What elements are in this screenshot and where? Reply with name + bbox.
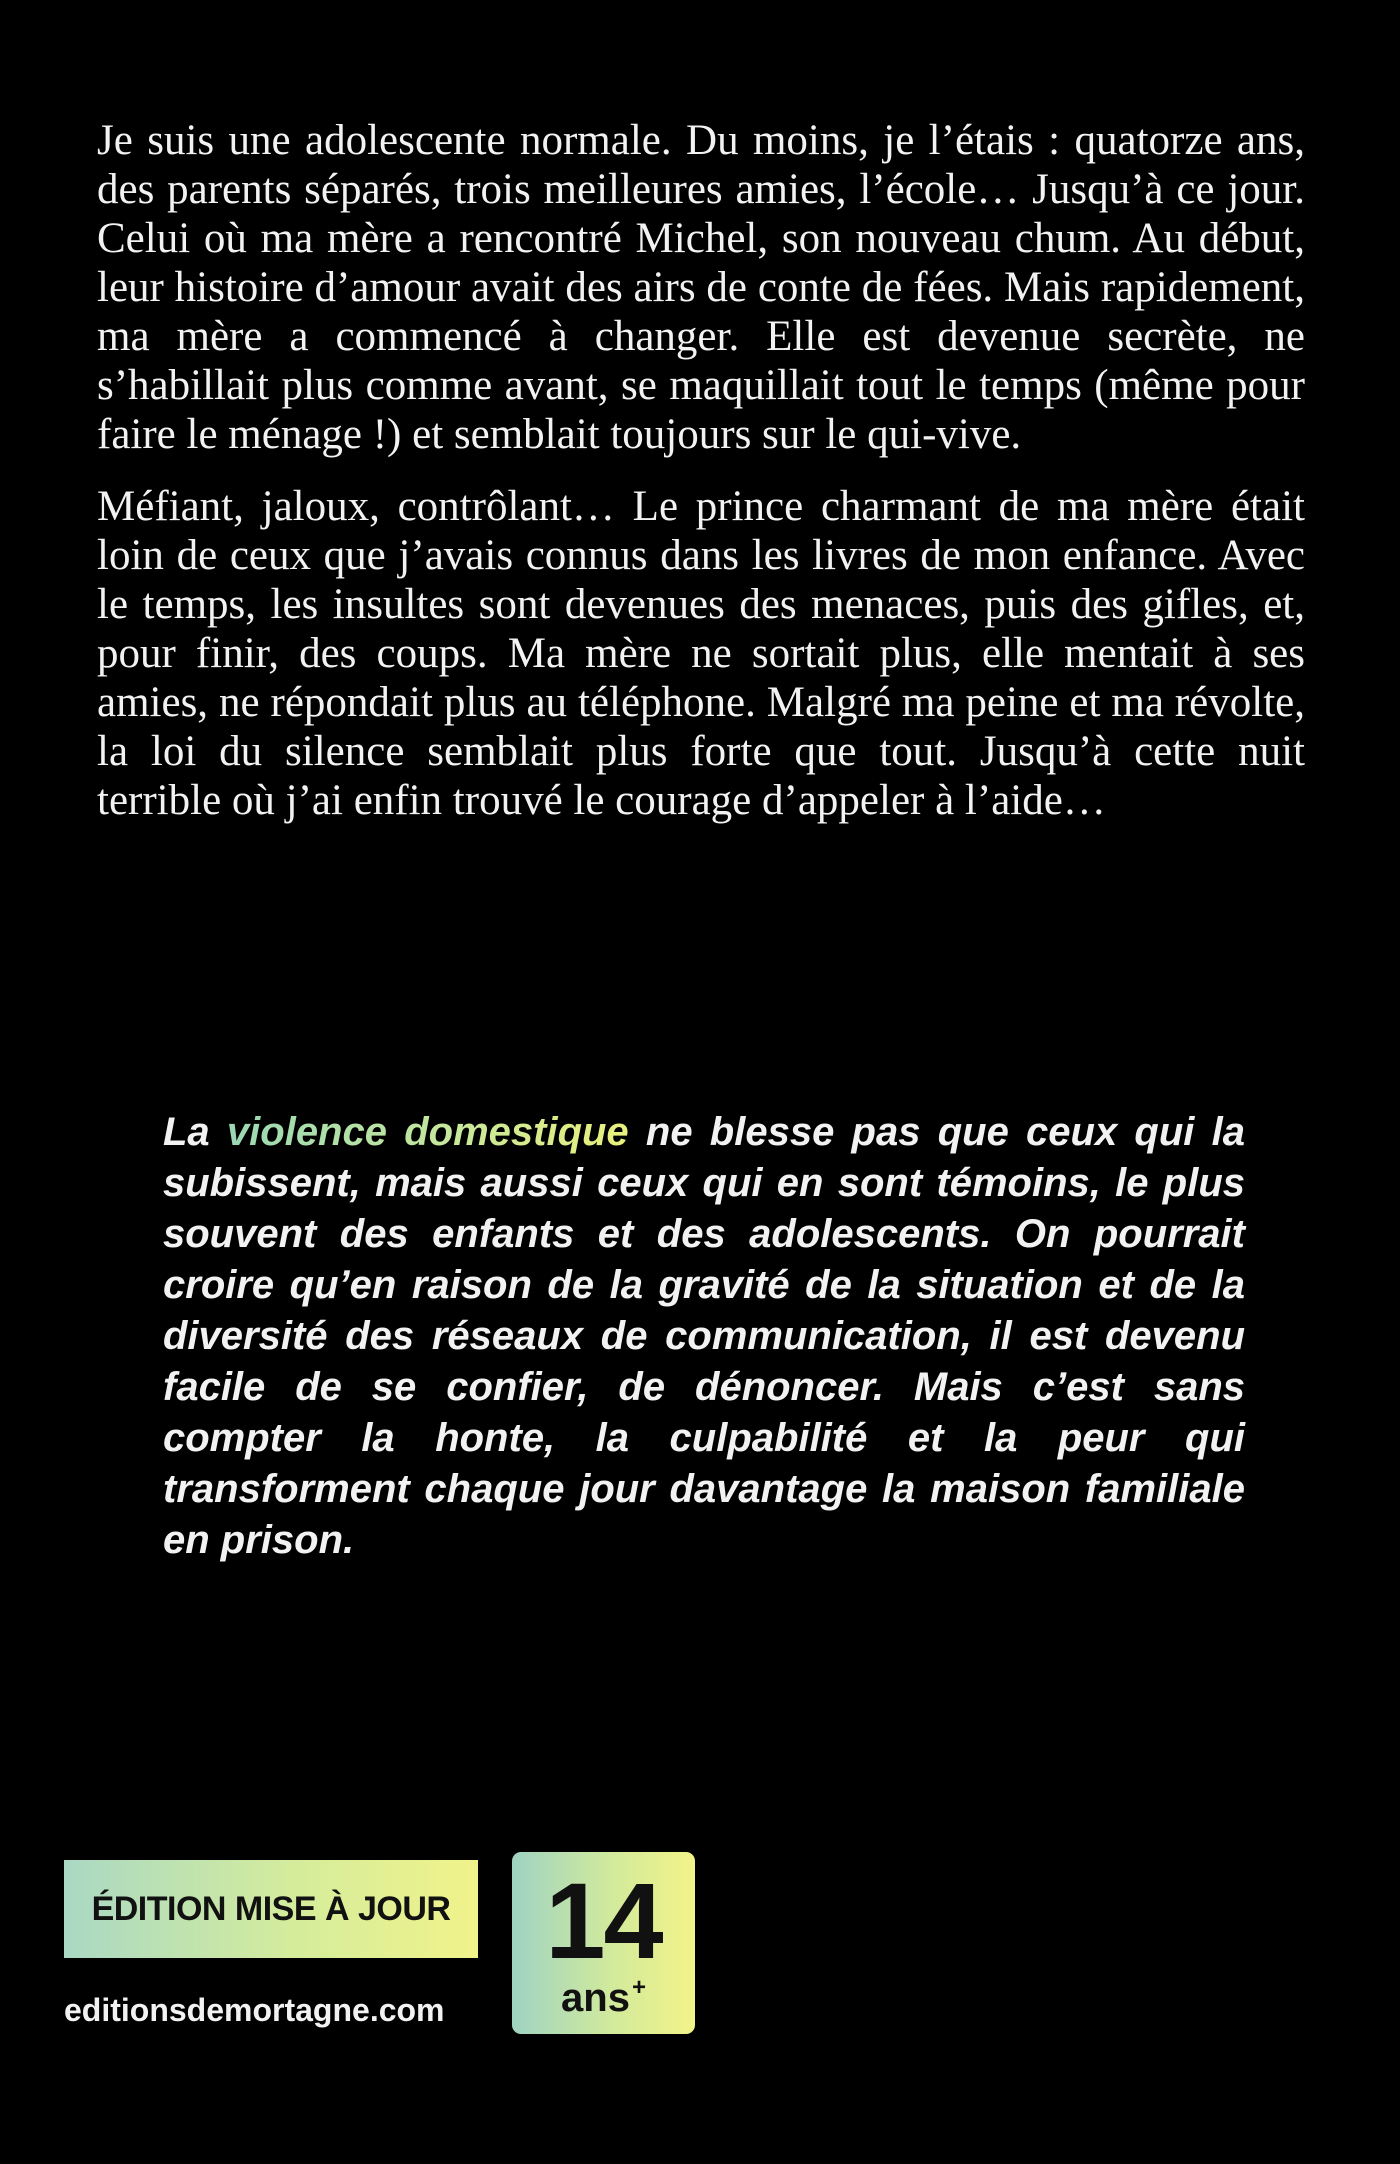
age-rating-unit: ans — [561, 1976, 630, 2020]
age-rating-plus: + — [631, 1974, 646, 2001]
age-rating-unit-wrap — [512, 1976, 695, 2026]
publisher-website: editionsdemortagne.com — [64, 1992, 445, 2028]
age-rating-badge — [512, 1852, 695, 2034]
blurb-highlight: violence domestique — [226, 1110, 629, 1154]
edition-badge — [64, 1860, 478, 1958]
age-rating-number: 14 — [545, 1860, 662, 1981]
synopsis-paragraph-2: Méfiant, jaloux, contrôlant… Le prince charmant de ma mère était loin de ceux que j’avais connus dans les livres de mon enfance. Avec le temps, les insultes sont devenues des menaces, puis des gifles, et, pour finir, des coups. Ma mère ne sortait plus, elle mentait à ses amies, ne répondait plus au téléphone. Malgré ma peine et ma révolte, la loi du silence semblait plus forte que tout. Jusqu’à cette nuit terrible où j’ai enfin trouvé le courage d’appeler à l’aide… — [97, 483, 1305, 824]
blurb-rest: ne blesse pas que ceux qui la subissent, mais aussi ceux qui en sont témoins, le plus souvent des enfants et des adolescents. On pourrait croire qu’en raison de la gravité de la situation et de la diversité des réseaux de communication, il est devenu facile de se confier, de dénoncer. Mais c’est sans compter la honte, la culpabilité et la peur qui transforment chaque jour davantage la maison familiale en prison. — [163, 1110, 1245, 1562]
synopsis — [97, 116, 1305, 825]
synopsis-paragraph-1: Je suis une adolescente normale. Du moins, je l’étais : quatorze ans, des parents séparés, trois meilleures amies, l’école… Jusqu’à ce jour. Celui où ma mère a rencontré Michel, son nouveau chum. Au début, leur histoire d’amour avait des airs de conte de fées. Mais rapidement, ma mère a commencé à changer. Elle est devenue secrète, ne s’habillait plus comme avant, se maquillait tout le temps (même pour faire le ménage !) et semblait toujours sur le qui-vive. — [97, 117, 1305, 458]
blurb-lead: La — [163, 1110, 227, 1154]
blurb — [163, 1107, 1245, 1566]
edition-badge-label: ÉDITION MISE À JOUR — [91, 1889, 451, 1928]
